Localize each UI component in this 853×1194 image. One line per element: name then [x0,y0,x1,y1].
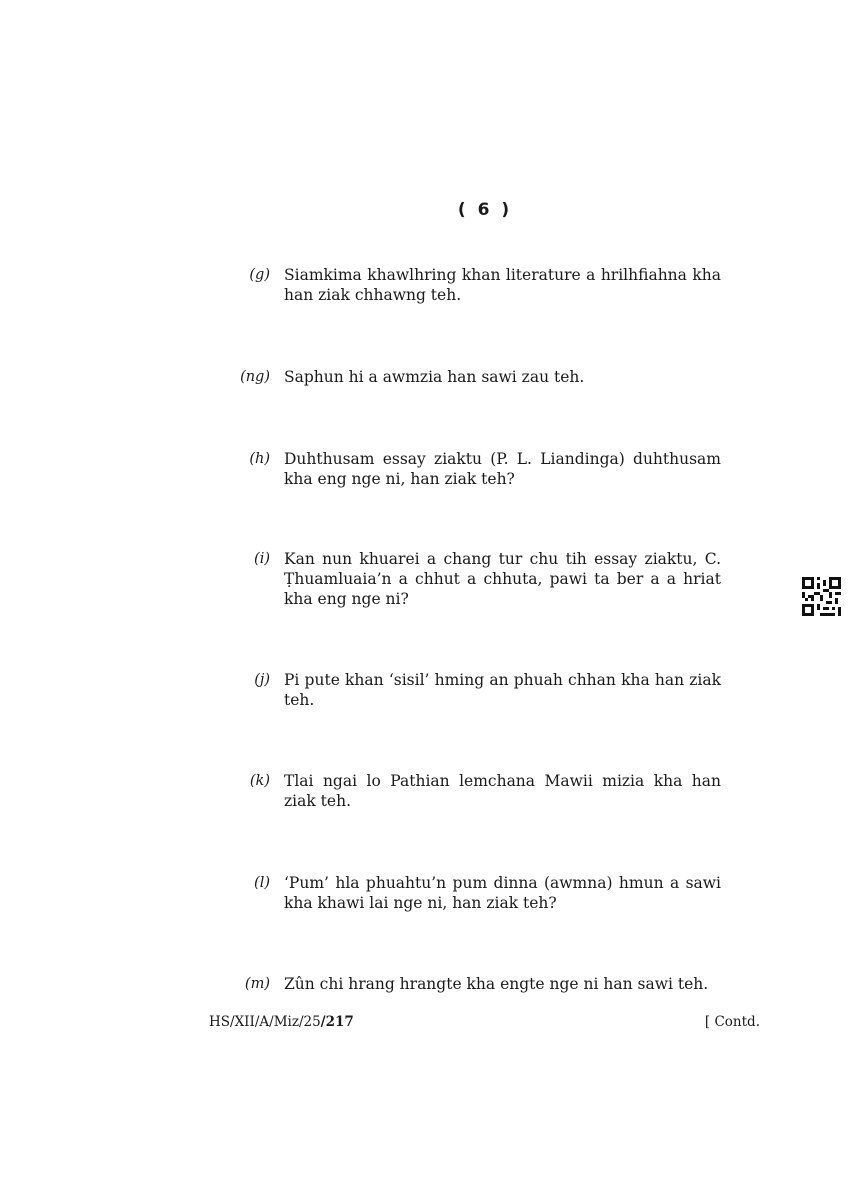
question-label: (l) [254,875,270,891]
question-text: Zûn chi hrang hrangte kha engte nge ni han sawi teh. [284,975,709,993]
question-label: (g) [249,267,270,283]
question-text: Siamkima khawlhring khan literature a hrilhfiahna kha han ziak chhawng teh. [284,266,721,304]
question-text: Saphun hi a awmzia han sawi zau teh. [284,368,585,386]
question-label: (i) [254,551,270,567]
paper-code-prefix: HS/XII/A/Miz/25 [209,1014,321,1030]
question-text: Pi pute khan ‘sisil’ hming an phuah chhan kha han ziak teh. [284,671,721,709]
question-m [232,974,721,994]
question-label: (m) [244,976,270,992]
question-ng [232,367,721,387]
question-j [232,670,721,710]
paper-code [209,1014,354,1030]
question-label: (k) [249,773,270,789]
question-g [232,265,721,305]
qr-code-icon [802,577,841,616]
question-label: (j) [254,672,270,688]
question-text: Duhthusam essay ziaktu (P. L. Liandinga) duhthusam kha eng nge ni, han ziak teh? [284,450,721,488]
question-label: (h) [249,451,270,467]
question-label: (ng) [240,369,270,385]
question-k [232,771,721,811]
paper-code-suffix: /217 [320,1014,354,1030]
continued-marker: [ Contd. [704,1014,760,1030]
page-number: ( 6 ) [457,200,513,220]
question-text: Kan nun khuarei a chang tur chu tih essay ziaktu, C. Ṭhuamluaia’n a chhut a chhuta, pawi ta ber a a hriat kha eng nge ni? [284,550,721,608]
question-l [232,873,721,913]
question-i [232,549,721,609]
question-h [232,449,721,489]
question-text: ‘Pum’ hla phuahtu’n pum dinna (awmna) hmun a sawi kha khawi lai nge ni, han ziak teh? [284,874,721,912]
question-text: Tlai ngai lo Pathian lemchana Mawii mizia kha han ziak teh. [284,772,721,810]
